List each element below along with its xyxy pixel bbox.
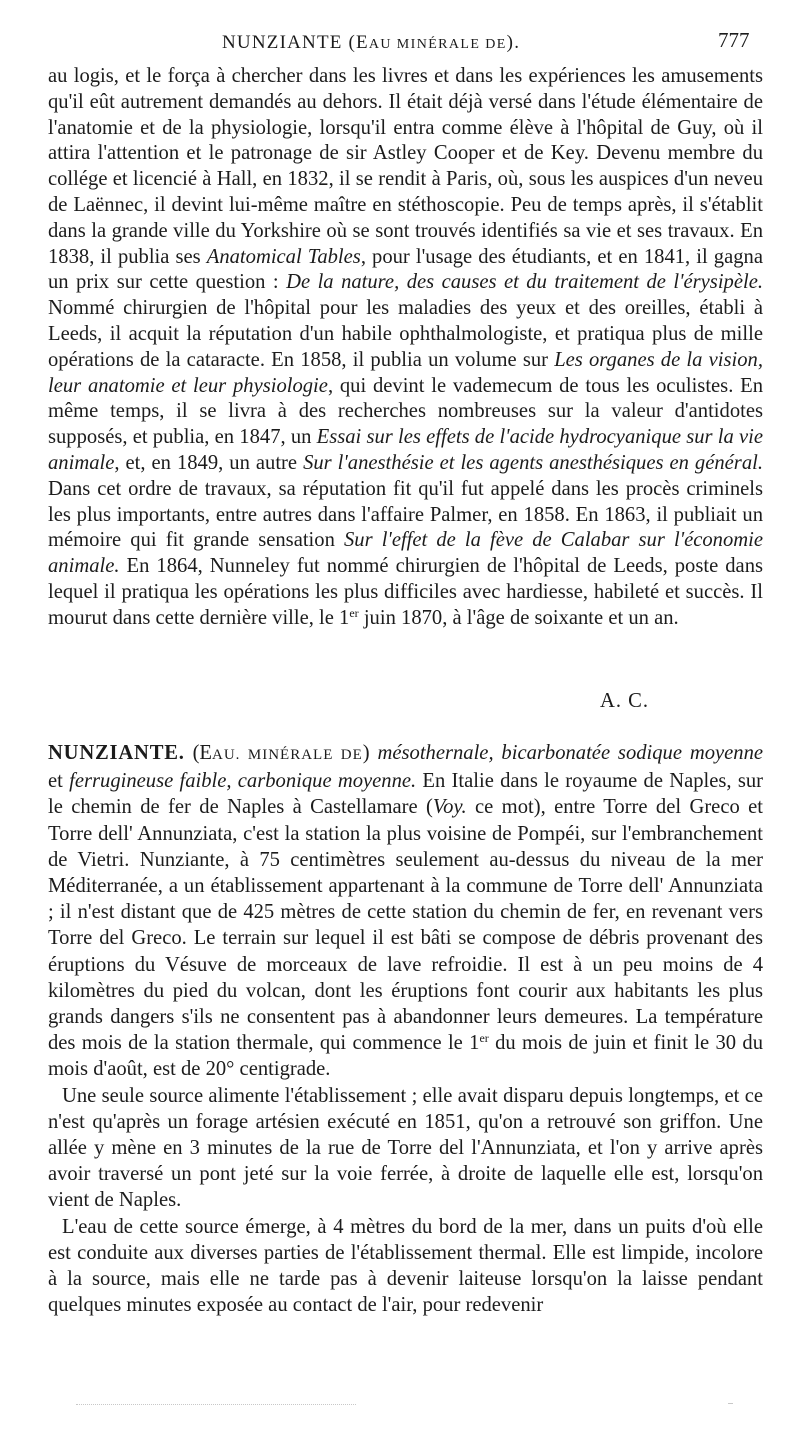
footer-rule xyxy=(76,1404,356,1405)
italic-title: Essai sur les effets de l'acide hydrocyanique sur la vie animale xyxy=(48,426,763,474)
running-title-main: NUNZIANTE xyxy=(222,32,343,53)
text-run: , qui devint le vademecum de tous les oculistes. En même temps, il se livra à des recherches nombreuses sur la valeur d'antidotes supposés, et publia, en 1847, un xyxy=(48,374,764,449)
text-run: En Italie dans le royaume de Naples, sur le chemin de fer de Naples à Castellamare ( xyxy=(48,770,764,819)
text-run: (E xyxy=(184,742,213,764)
italic-classification: mésothernale, bicarbonatée sodique moyenne xyxy=(377,742,764,764)
text-run: , pour l'usage des étudiants, et en 1841, il gagna un prix sur cette question : xyxy=(48,245,763,294)
text-run: Dans cet ordre de travaux, sa réputation fit qu'il fut appelé dans les procès criminels les plus importants, entre autres dans l'affaire Palmer, en 1858. En 1863, il publiait un mémoire qui fit grande sensation xyxy=(48,477,763,552)
text-run: Nommé chirurgien de l'hôpital pour les maladies des yeux et des oreilles, établi à Leeds, il acquit la réputation d'un habile ophthalmologiste, et pratiqua plus de mille opérations de la cataracte. En 1858, il publia un volume sur xyxy=(48,297,763,371)
italic-crossref: Voy. xyxy=(432,796,467,819)
superscript: er xyxy=(349,605,359,620)
italic-title: Sur l'anesthésie et les agents anesthésiques en général. xyxy=(303,451,763,474)
article-nunziante xyxy=(48,740,763,1318)
italic-title: Anatomical Tables xyxy=(206,245,361,268)
article-nunneley-continuation xyxy=(48,64,763,632)
text-run: En 1864, Nunneley fut nommé chirurgien de l'hôpital de Leeds, poste dans lequel il pratiqua les opérations les plus difficiles avec hardiesse, habileté et succès. Il mourut dans cette dernière ville, le 1 xyxy=(48,555,763,629)
running-title-close: ). xyxy=(506,32,521,53)
running-title-open: (E xyxy=(348,32,369,53)
italic-title: De la nature, des causes et du traitement de l'érysipèle. xyxy=(286,271,763,294)
italic-classification: ferrugineuse faible, carbonique moyenne. xyxy=(69,770,417,793)
paragraph: Une seule source alimente l'établissement ; elle avait disparu depuis longtemps, et ce n'est qu'après un forage artésien exécuté en 1851, qu'on a retrouvé son griffon. Une allée y mène en 3 minutes de la rue de Torre del l'Annunziata, et l'on y arrive après avoir traversé un pont jeté sur la voie ferrée, à droite de laquelle elle est, lorsqu'on vient de Naples. xyxy=(48,1084,763,1212)
paragraph: L'eau de cette source émerge, à 4 mètres du bord de la mer, dans un puits d'où elle est conduite aux diverses parties de l'établissement thermal. Elle est limpide, incolore à la source, mais elle ne tarde pas à devenir laiteuse lorsqu'on la laisse pendant quelques minutes exposée au contact de l'air, pour redevenir xyxy=(48,1215,763,1317)
smallcaps-run: AU. MINÉRALE DE xyxy=(212,747,363,763)
page-number: 777 xyxy=(718,28,750,52)
text-run: juin 1870, à l'âge de soixante et un an. xyxy=(358,606,679,629)
footer-mark xyxy=(728,1403,733,1404)
running-title xyxy=(222,32,520,54)
paragraph xyxy=(48,64,763,632)
italic-title: Sur l'effet de la fève de Calabar sur l'économie animale. xyxy=(48,529,764,578)
text-run: au logis, et le força à chercher dans les livres et dans les expériences les amusements qu'il eût autrement demandés au dehors. Il était déjà versé dans l'étude élémentaire de l'anatomie et de la physiologie, lorsqu'il entra comme élève à l'hôpital de Guy, où il attira l'attention et le patronage de sir Astley Cooper et de Key. Devenu membre du collége et licencié à Hall, en 1832, il se rendit à Paris, où, sous les auspices d'un neveu de Laënnec, il devint lui-même maître en stéthoscopie. Peu de temps après, il s'établit dans la grande ville du Yorkshire où se sont trouvés identifiés sa vie et ses travaux. En 1838, il publia ses xyxy=(48,65,763,268)
text-run: , et, en 1849, un autre xyxy=(114,451,304,474)
paragraph xyxy=(48,740,763,1083)
text-run: ce mot), entre Torre del Greco et Torre dell' Annunziata, c'est la station la plus voisine de Pompéi, sur l'embranchement de Vietri. Nunziante, à 75 centimètres seulement au-dessus du niveau de la mer Méditerranée, a un établissement appartenant à la commune de Torre dell' Annunziata ; il n'est distant que de 425 mètres de cette station du chemin de fer, en revenant vers Torre del Greco. Le terrain sur lequel il est bâti se compose de débris provenant des éruptions du Vésuve de morceaux de lave refroidie. Il est à un peu moins de 4 kilomètres du pied du volcan, dont les éruptions font courir aux habitants les plus grands dangers s'ils ne consentent pas à abandonner leurs demeures. La température des mois de la station thermale, qui commence le 1 xyxy=(48,796,763,1055)
italic-title: Les organes de la vision, leur anatomie et leur physiologie xyxy=(48,348,763,397)
running-title-smallcaps: AU MINÉRALE DE xyxy=(368,37,507,52)
running-head xyxy=(0,28,800,58)
superscript: er xyxy=(479,1031,489,1046)
entry-headword: NUNZIANTE. xyxy=(48,742,185,764)
text-run: ) xyxy=(362,742,378,764)
text-run: et xyxy=(48,770,70,793)
author-signature: A. C. xyxy=(600,690,650,712)
text-run: du mois de juin et finit le 30 du mois d'août, est de 20° centigrade. xyxy=(48,1032,764,1081)
